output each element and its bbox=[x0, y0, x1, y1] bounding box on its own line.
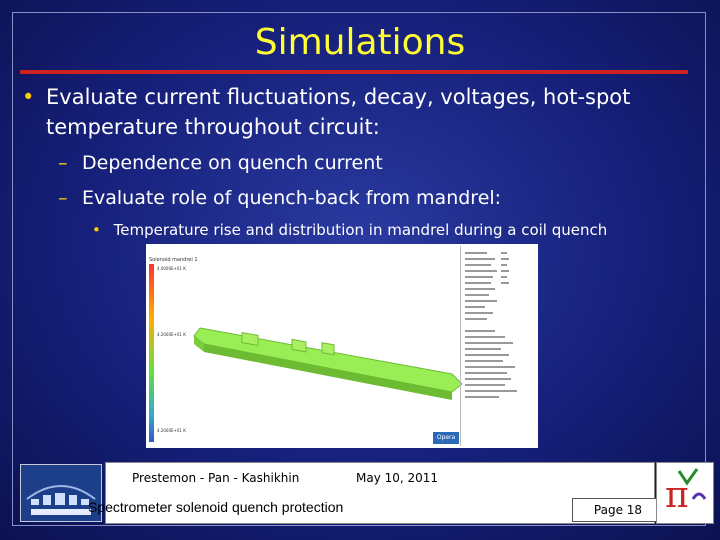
title-rule bbox=[20, 70, 688, 74]
bullet-text: Evaluate role of quench-back from mandrel: bbox=[82, 187, 502, 209]
simulation-image bbox=[146, 244, 538, 448]
pi-logo bbox=[656, 462, 714, 524]
bullet-text: Temperature rise and distribution in mandrel during a coil quench bbox=[113, 221, 608, 239]
simulation-header: Solenoid mandrel 1 bbox=[149, 257, 198, 263]
legend-top-label: 4.0000E+01 K bbox=[157, 266, 186, 271]
svg-text:π: π bbox=[665, 475, 689, 516]
footer bbox=[20, 462, 700, 524]
slide-title: Simulations bbox=[254, 22, 466, 63]
page-number: Page 18 bbox=[572, 498, 664, 522]
properties-panel bbox=[460, 246, 537, 446]
legend-mid-label: 4.2000E+01 K bbox=[157, 332, 186, 337]
bullet-level3 bbox=[92, 221, 607, 239]
bullet-text: Dependence on quench current bbox=[82, 152, 383, 174]
color-legend-bar bbox=[149, 264, 154, 442]
legend-bottom-label: 4.2000E+01 K bbox=[157, 428, 186, 433]
bullet-glyph: • bbox=[22, 85, 35, 109]
footer-title: Spectrometer solenoid quench protection bbox=[88, 499, 344, 515]
bullet-text: Evaluate current fluctuations, decay, voltages, hot-spot temperature throughout circuit: bbox=[46, 85, 631, 139]
bullet-glyph: • bbox=[92, 221, 101, 239]
properties-text-lines bbox=[461, 246, 537, 416]
mandrel-model bbox=[182, 314, 482, 434]
opera-button[interactable]: Opera bbox=[433, 432, 459, 444]
footer-date: May 10, 2011 bbox=[356, 471, 439, 485]
pi-logo-graphic bbox=[657, 463, 713, 523]
footer-authors: Prestemon - Pan - Kashikhin bbox=[132, 471, 300, 485]
dash-glyph: – bbox=[58, 187, 68, 209]
dash-glyph: – bbox=[58, 152, 68, 174]
